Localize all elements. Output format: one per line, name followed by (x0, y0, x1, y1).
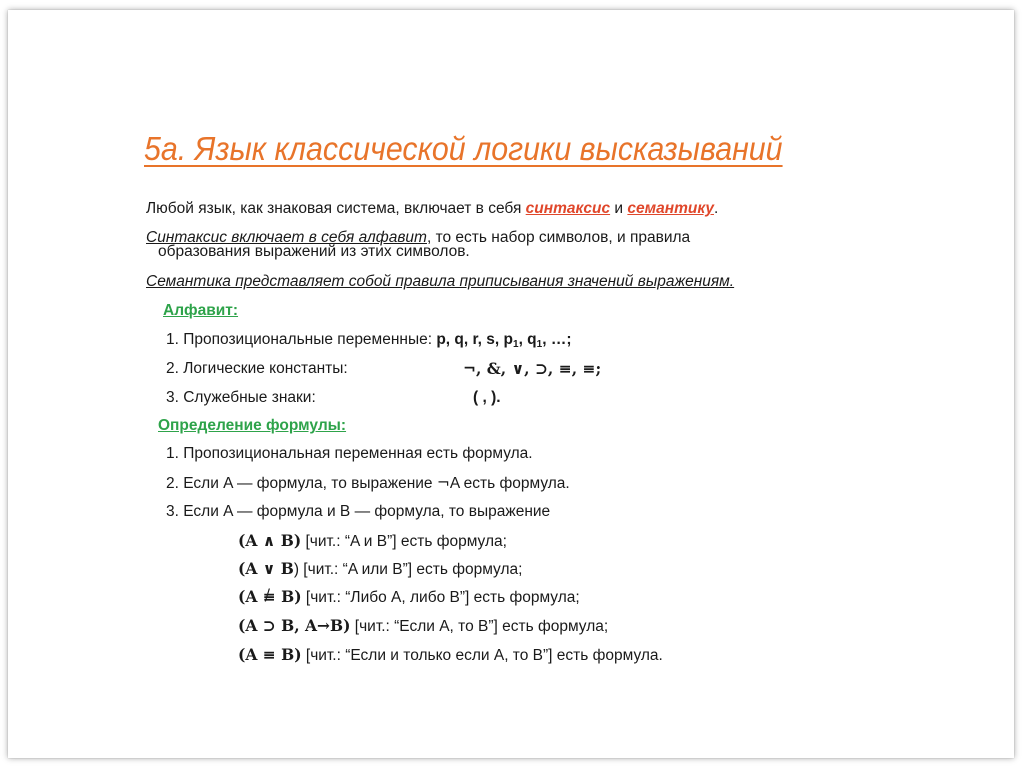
service-signs: ( , ). (473, 389, 501, 406)
syntax-term: синтаксис (525, 200, 611, 217)
syntax-definition-lead: Синтаксис включает в себя алфавит (146, 229, 427, 246)
slide (8, 10, 1014, 758)
formula-conjunction: (A ∧ B) [чит.: “A и B”] есть формула; (238, 531, 507, 550)
alphabet-item-1 (166, 331, 572, 354)
definition-heading: Определение формулы: (158, 417, 347, 434)
formula-disjunction: (A ∨ B) [чит.: “A или B”] есть формула; (238, 559, 523, 578)
definition-item-3: 3. Если A — формула и B — формула, то выражение (166, 503, 551, 520)
alphabet-item-3-label: 3. Служебные знаки: (166, 389, 316, 406)
alphabet-item-2-label: 2. Логические константы: (166, 360, 348, 377)
definition-item-2: 2. Если A — формула, то выражение ¬A есть формула. (166, 474, 570, 492)
definition-item-1: 1. Пропозициональная переменная есть формула. (166, 445, 533, 462)
logical-constants: ¬, &, ∨, ⊃, ≡, ≡; (463, 359, 602, 378)
slide-title: 5а. Язык классической логики высказываний (144, 130, 783, 167)
formula-implication: (A ⊃ B, A→B) [чит.: “Если A, то B”] есть формула; (238, 616, 609, 635)
formula-exclusive-or: (A ≡ / B) [чит.: “Либо A, либо B”] есть формула; (238, 588, 580, 607)
alphabet-item-1-label: 1. Пропозициональные переменные: (166, 331, 433, 348)
semantics-term: семантику (627, 200, 714, 217)
intro-and: и (610, 200, 628, 217)
intro-text: Любой язык, как знаковая система, включает в себя (146, 200, 526, 217)
alphabet-item-1-vars: p, q, r, s, $p_1$, $q_1$, …; (436, 331, 572, 350)
syntax-definition-rest: , то есть набор символов, и правила (426, 229, 691, 246)
alphabet-heading: Алфавит: (163, 302, 239, 319)
semantics-line: Семантика представляет собой правила приписывания значений выражениям. (146, 273, 735, 290)
intro-line (146, 200, 718, 218)
formula-equivalence: (A ≡ B) [чит.: “Если и только если A, то B”] есть формула. (238, 645, 663, 664)
intro-period: . (713, 200, 719, 217)
syntax-line-2: образования выражений из этих символов. (158, 243, 470, 260)
